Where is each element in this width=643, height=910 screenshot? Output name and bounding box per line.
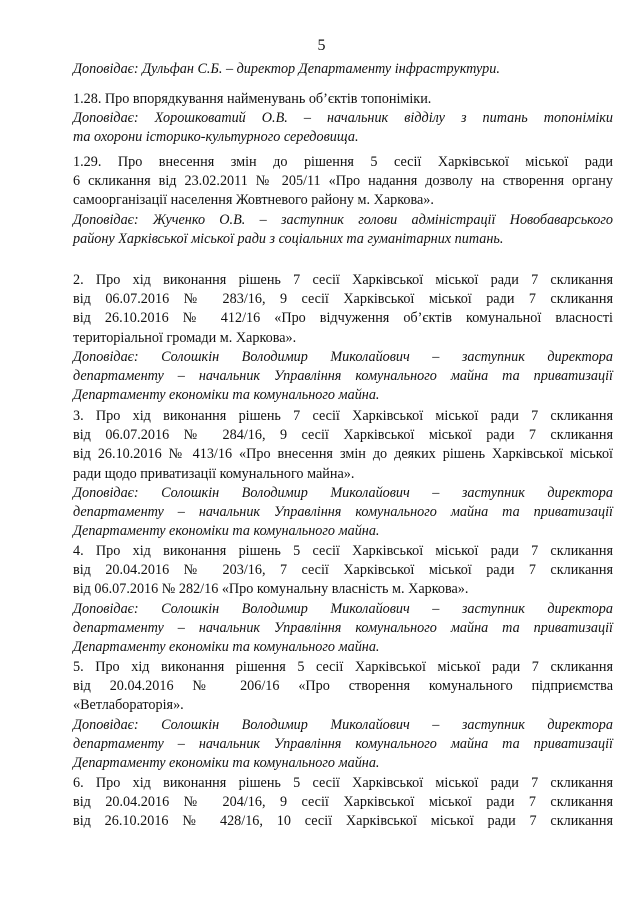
agenda-item-1-29 [73, 153, 613, 249]
text-line: від 20.04.2016 № 203/16, 7 сесії Харківської міської ради 7 скликання [73, 562, 613, 579]
text-line: 1.28. Про впорядкування найменувань об’єктів топоніміки. [73, 91, 432, 107]
agenda-item-6 [73, 774, 613, 832]
text-line: департаменту – начальник Управління комунального майна та приватизації [73, 735, 613, 752]
text-line: Доповідає: Солошкін Володимир Миколайович – заступник директора [73, 484, 613, 501]
text-line: від 06.07.2016 № 282/16 «Про комунальну власність м. Харкова». [73, 581, 469, 598]
text-line: від 06.07.2016 № 283/16, 9 сесії Харківської міської ради 7 скликання [73, 291, 613, 308]
text-line: Департаменту економіки та комунального майна. [73, 523, 380, 540]
text-line: від 20.04.2016 № 206/16 «Про створення комунального підприємства [73, 678, 613, 695]
text-line: 6 скликання від 23.02.2011 № 205/11 «Про надання дозволу на створення органу [73, 173, 613, 190]
text-line: Департаменту економіки та комунального майна. [73, 755, 380, 772]
text-line: від 26.10.2016 № 428/16, 10 сесії Харківської міської ради 7 скликання [73, 813, 613, 830]
text-line: самоорганізації населення Жовтневого району м. Харкова». [73, 192, 434, 209]
text-line: району Харківської міської ради з соціальних та гуманітарних питань. [73, 230, 504, 247]
text-line: Доповідає: Солошкін Володимир Миколайович – заступник директора [73, 348, 613, 365]
text-line: 1.29. Про внесення змін до рішення 5 сесії Харківської міської ради [73, 154, 613, 170]
text-line: Департаменту економіки та комунального майна. [73, 387, 380, 404]
text-line: 5. Про хід виконання рішення 5 сесії Харківської міської ради 7 скликання [73, 659, 613, 675]
text-line: 3. Про хід виконання рішень 7 сесії Харківської міської ради 7 скликання [73, 408, 613, 424]
text-line: Доповідає: Хорошковатий О.В. – начальник відділу з питань топоніміки [73, 110, 613, 127]
text-line: департаменту – начальник Управління комунального майна та приватизації [73, 504, 613, 521]
text-line: територіальної громади м. Харкова». [73, 329, 297, 346]
text-line: Доповідає: Дульфан С.Б. – директор Департаменту інфраструктури. [73, 61, 500, 77]
text-line: від 26.10.2016 № 412/16 «Про відчуження об’єктів комунальної власності [73, 310, 613, 327]
page-number: 5 [317, 37, 326, 54]
text-line: 6. Про хід виконання рішень 5 сесії Харківської міської ради 7 скликання [73, 775, 613, 791]
agenda-item-4 [73, 542, 613, 657]
speaker-1-27 [73, 60, 613, 79]
text-line: від 26.10.2016 № 413/16 «Про внесення змін до деяких рішень Харківської міської [73, 446, 613, 463]
text-line: «Ветлабораторія». [73, 697, 184, 714]
text-line: від 06.07.2016 № 284/16, 9 сесії Харківської міської ради 7 скликання [73, 427, 613, 444]
agenda-item-3 [73, 407, 613, 541]
text-line: департаменту – начальник Управління комунального майна та приватизації [73, 368, 613, 385]
text-line: Доповідає: Жученко О.В. – заступник голови адміністрації Новобаварського [73, 211, 613, 228]
text-line: ради щодо приватизації комунального майна». [73, 465, 355, 482]
text-line: 2. Про хід виконання рішень 7 сесії Харківської міської ради 7 скликання [73, 272, 613, 288]
text-line: 4. Про хід виконання рішень 5 сесії Харківської міської ради 7 скликання [73, 543, 613, 559]
text-line: Доповідає: Солошкін Володимир Миколайович – заступник директора [73, 716, 613, 733]
text-line: Доповідає: Солошкін Володимир Миколайович – заступник директора [73, 600, 613, 617]
agenda-item-2 [73, 271, 613, 405]
text-line: та охорони історико-культурного середовища. [73, 129, 359, 146]
text-line: департаменту – начальник Управління комунального майна та приватизації [73, 619, 613, 636]
text-line: від 20.04.2016 № 204/16, 9 сесії Харківської міської ради 7 скликання [73, 794, 613, 811]
agenda-item-5 [73, 658, 613, 773]
text-line: Департаменту економіки та комунального майна. [73, 639, 380, 656]
agenda-item-1-28 [73, 90, 613, 148]
